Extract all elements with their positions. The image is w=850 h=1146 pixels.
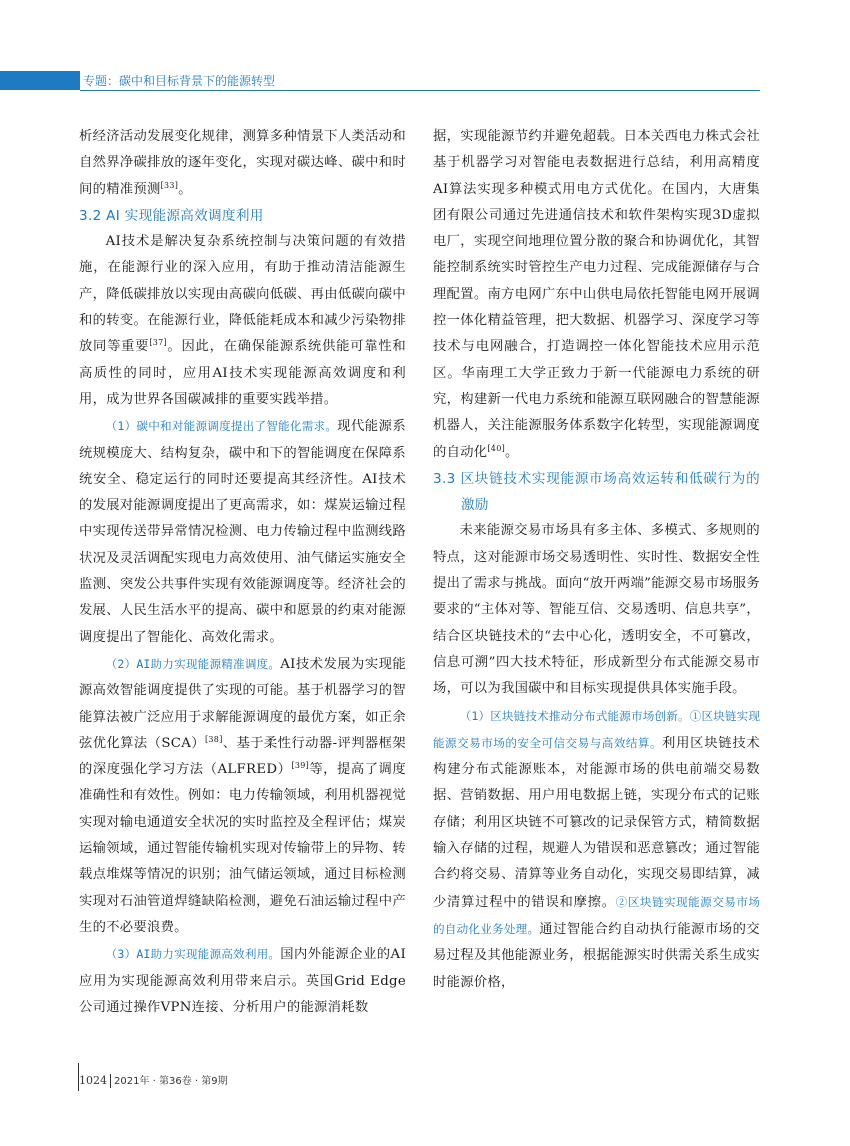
header-rule xyxy=(80,90,760,91)
section-heading-3-2: 3.2 AI 实现能源高效调度利用 xyxy=(79,207,264,224)
right-column xyxy=(433,124,760,996)
left-p1-text: 析经济活动发展变化规律，测算多种情景下人类活动和自然界净碳排放的逐年变化，实现对碳达峰、碳中和时间的精准预测 xyxy=(79,129,406,197)
left-paragraph-4 xyxy=(79,651,406,941)
left-p3-text: 现代能源系统规模庞大、结构复杂，碳中和下的智能调度在保障系统安全、稳定运行的同时还要提高其经济性。AI技术的发展对能源调度提出了更高需求，如：煤炭运输过程中实现传送带异常情况检测、电力传输过程中监测线路状况及灵活调配实现电力高效使用、油气储运实施安全监测、突发公共事件实现有效能源调度等。经济社会的发展、人民生活水平的提高、碳中和愿景的约束对能源调度提出了智能化、高效化需求。 xyxy=(79,419,406,645)
page-footer xyxy=(79,1073,228,1089)
lead-sentence-1: （1）碳中和对能源调度提出了智能化需求。 xyxy=(105,419,338,434)
header-accent-bar xyxy=(0,71,80,90)
right-p1-text-a: 据，实现能源节约并避免超载。日本关西电力株式会社基于机器学习对智能电表数据进行总结，利用高精度AI算法实现多种模式用电方式优化。在国内，大唐集团有限公司通过先进通信技术和软件架构实现3D虚拟电厂，实现空间地理位置分散的聚合和协调优化，其智能控制系统实时管控生产电力过程、完成能源储存与合理配置。南方电网广东中山供电局依托智能电网开展调控一体化精益管理，把大数据、机器学习、深度学习等技术与电网融合，打造调控一体化智能技术应用示范区。华南理工大学正致力于新一代能源电力系统的研究，构建新一代电力系统和能源互联网融合的智慧能源机器人，关注能源服务体系数字化转型，实现能源调度的自动化 xyxy=(433,129,760,460)
citation-37: [37] xyxy=(149,338,167,348)
left-p4-text-c: 等，提高了调度准确性和有效性。例如：电力传输领域，利用机器视觉实现对输电通道安全状况的实时监控及全程评估；煤炭运输领域，通过智能传输机实现对传输带上的异物、转载点堆煤等情况的识别；油气储运领域，通过目标检测实现对石油管道焊缝缺陷检测，避免石油运输过程中产生的不必要浪费。 xyxy=(79,762,407,935)
right-paragraph-3 xyxy=(433,703,760,996)
left-p4-text-b: 、基于柔性行动器-评判器框架的深度强化学习方法（ALFRED） xyxy=(79,735,406,778)
right-paragraph-2: 未来能源交易市场具有多主体、多模式、多规则的特点，这对能源市场交易透明性、实时性、数据安全性提出了需求与挑战。面向“放开两端”能源交易市场服务要求的“主体对等、智能互信、交易透明、信息共享”，结合区块链技术的“去中心化，透明安全，不可篡改，信息可溯”四大技术特征，形成新型分布式能源交易市场，可以为我国碳中和目标实现提供具体实施手段。 xyxy=(433,523,760,697)
left-p5-text: 国内外能源企业的AI应用为实现能源高效利用带来启示。英国Grid Edge公司通过操作VPN连接、分析用户的能源消耗数 xyxy=(79,947,406,1015)
citation-38: [38] xyxy=(205,734,223,744)
left-p1-end: 。 xyxy=(178,181,192,197)
left-column xyxy=(79,124,406,1021)
running-header-title: 专题：碳中和目标背景下的能源转型 xyxy=(83,74,276,88)
section-heading-3-3: 3.3 区块链技术实现能源市场高效运转和低碳行为的激励 xyxy=(433,470,760,514)
right-p1-text-b: 。 xyxy=(505,444,519,460)
footer-separator xyxy=(110,1074,111,1088)
lead-sentence-2: （2）AI助力实现能源精准调度。 xyxy=(105,656,281,671)
left-p2-text-b: 。因此，在确保能源系统供能可靠性和高质性的同时，应用AI技术实现能源高效调度和利用，成为世界各国碳减排的重要实践举措。 xyxy=(79,339,406,407)
lead-sentence-3: （3）AI助力实现能源高效利用。 xyxy=(105,947,281,962)
left-paragraph-1 xyxy=(79,124,406,203)
journal-issue-info: 2021年 · 第36卷 · 第9期 xyxy=(114,1076,228,1087)
left-p4-text-a: AI技术发展为实现能源高效智能调度提供了实现的可能。基于机器学习的智能算法被广泛应用于求解能源调度的最优方案，如正余弦优化算法（SCA） xyxy=(79,656,406,751)
right-p3-text-a: 利用区块链技术构建分布式能源账本，对能源市场的供电前端交易数据、营销数据、用户用电数据上链，实现分布式的记账存储；利用区块链不可篡改的记录保管方式，精简数据输入存储的过程，规避人为错误和恶意篡改；通过智能合约将交易、清算等业务自动化，实现交易即结算，减少清算过程中的错误和摩擦。 xyxy=(433,735,760,910)
page-number: 1024 xyxy=(79,1074,107,1087)
citation-33: [33] xyxy=(160,180,179,190)
citation-39: [39] xyxy=(291,761,310,771)
lead-sentence-5: ②区块链实现能源交易市场的自动化业务处理。 xyxy=(433,894,760,936)
lead-sentence-4: （1）区块链技术推动分布式能源市场创新。①区块链实现能源交易市场的安全可信交易与高效结算。 xyxy=(433,708,760,750)
citation-40: [40] xyxy=(487,443,506,453)
left-paragraph-5 xyxy=(79,941,406,1021)
left-paragraph-2 xyxy=(79,229,406,413)
left-paragraph-3 xyxy=(79,413,406,651)
left-p2-text-a: AI技术是解决复杂系统控制与决策问题的有效措施，在能源行业的深入应用，有助于推动清洁能源生产，降低碳排放以实现由高碳向低碳、再由低碳向碳中和的转变。在能源行业，降低能耗成本和减少污染物排放同等重要 xyxy=(79,234,406,355)
right-p3-text-b: 通过智能合约自动执行能源市场的交易过程及其他能源业务，根据能源实时供需关系生成实时能源价格， xyxy=(433,921,760,990)
right-paragraph-1 xyxy=(433,124,760,466)
